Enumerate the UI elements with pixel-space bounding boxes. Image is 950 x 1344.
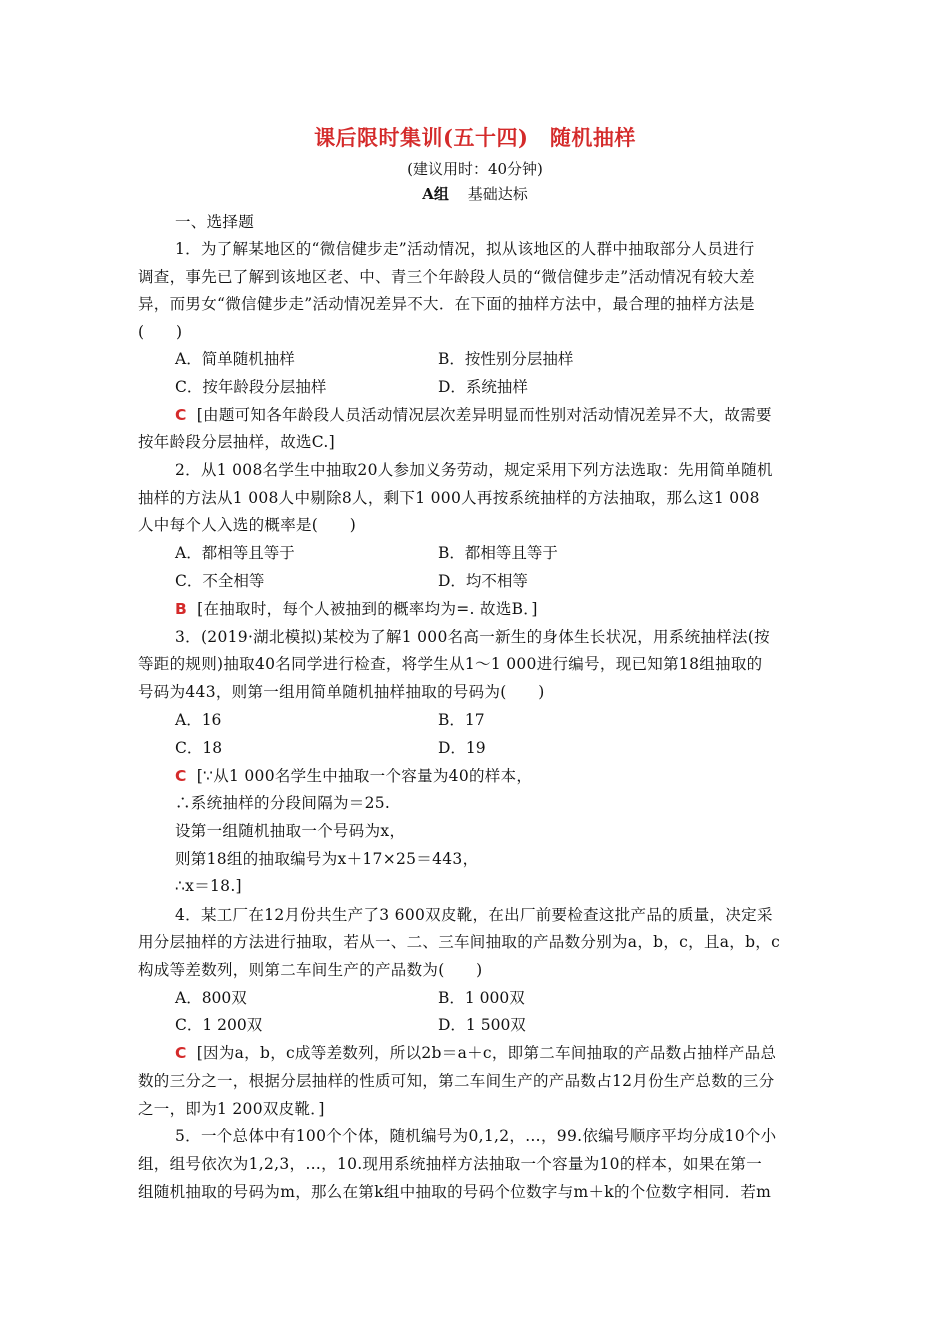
q1-line-3: 异，而男女“微信健步走”活动情况差异不大．在下面的抽样方法中，最合理的抽样方法是	[138, 295, 755, 313]
q1-line-2: 调查，事先已了解到该地区老、中、青三个年龄段人员的“微信健步走”活动情况有较大差	[138, 268, 755, 286]
q1-option-d: D．系统抽样	[438, 378, 528, 396]
q4-line-1: 4．某工厂在12月份共生产了3 600双皮靴，在出厂前要检查这批产品的质量，决定采	[175, 906, 773, 924]
group-level: 基础达标	[467, 185, 528, 203]
q1-solution-text: [由题可知各年龄段人员活动情况层次差异明显而性别对活动情况差异不大，故需要	[196, 406, 772, 424]
q4-solution-line-3: 之一，即为1 200双皮靴．]	[138, 1100, 325, 1118]
q4-option-d: D．1 500双	[438, 1016, 526, 1034]
q4-solution-line-1	[175, 1041, 855, 1063]
q1-answer: C	[175, 406, 187, 424]
q5-line-3: 组随机抽取的号码为m，那么在第k组中抽取的号码个位数字与m＋k的个位数字相同．若m	[138, 1183, 772, 1201]
q1-option-c: C．按年龄段分层抽样	[175, 378, 327, 396]
q3-solution-text: [∵从1 000名学生中抽取一个容量为40的样本，	[196, 767, 533, 785]
q1-solution-line-1	[175, 403, 855, 425]
q3-line-3: 号码为443，则第一组用简单随机抽样抽取的号码为( )	[138, 683, 545, 701]
q3-line-1: 3．(2019·湖北模拟)某校为了解1 000名高一新生的身体生长状况，用系统抽样法(按	[175, 628, 770, 646]
q1-line-1: 1．为了解某地区的“微信健步走”活动情况，拟从该地区的人群中抽取部分人员进行	[175, 240, 755, 258]
q4-line-3: 构成等差数列，则第二车间生产的产品数为( )	[138, 961, 483, 979]
q3-answer: C	[175, 767, 187, 785]
q2-line-2: 抽样的方法从1 008人中剔除8人，剩下1 000人再按系统抽样的方法抽取，那么这1 008	[138, 489, 760, 507]
q4-option-a: A．800双	[175, 989, 247, 1007]
q3-solution-line-4: 则第18组的抽取编号为x＋17×25＝443，	[175, 850, 479, 868]
q3-solution-line-2: ∴系统抽样的分段间隔为＝25.	[175, 794, 391, 812]
q2-option-d: D．均不相等	[438, 572, 528, 590]
q2-solution-text: [在抽取时，每个人被抽到的概率均为=. 故选B．]	[197, 600, 538, 618]
q1-option-b: B．按性别分层抽样	[438, 350, 574, 368]
q3-solution-line-5: ∴x＝18.]	[175, 877, 242, 895]
q3-solution-line-3: 设第一组随机抽取一个号码为x，	[175, 822, 406, 840]
q3-option-b: B．17	[438, 711, 485, 729]
q5-line-1: 5．一个总体中有100个个体，随机编号为0,1,2，…，99.依编号顺序平均分成10个小	[175, 1127, 777, 1145]
q4-solution-line-2: 数的三分之一，根据分层抽样的性质可知，第二车间生产的产品数占12月份生产总数的三分	[138, 1072, 775, 1090]
q2-line-1: 2．从1 008名学生中抽取20人参加义务劳动，规定采用下列方法选取：先用简单随机	[175, 461, 773, 479]
q4-option-b: B．1 000双	[438, 989, 525, 1007]
q1-option-a: A．简单随机抽样	[175, 350, 295, 368]
q4-answer: C	[175, 1044, 187, 1062]
group-heading	[0, 183, 950, 204]
q3-option-a: A．16	[175, 711, 222, 729]
q5-line-2: 组，组号依次为1,2,3，…，10.现用系统抽样方法抽取一个容量为10的样本，如果在第一	[138, 1155, 763, 1173]
q1-solution-line-2: 按年龄段分层抽样，故选C.]	[138, 433, 335, 451]
time-suggestion: (建议用时：40分钟)	[407, 160, 543, 178]
q2-answer: B	[175, 600, 188, 618]
q3-option-c: C．18	[175, 739, 223, 757]
q2-solution-line-1	[175, 597, 855, 619]
q3-option-d: D．19	[438, 739, 486, 757]
q3-line-2: 等距的规则)抽取40名同学进行检查，将学生从1～1 000进行编号，现已知第18组抽取的	[138, 655, 763, 673]
group-label: A组	[422, 185, 449, 203]
q2-line-3: 人中每个人入选的概率是( )	[138, 516, 357, 534]
q4-solution-text: [因为a，b，c成等差数列，所以2b＝a＋c，即第二车间抽取的产品数占抽样产品总	[196, 1044, 777, 1062]
q2-option-b: B．都相等且等于	[438, 544, 558, 562]
q4-option-c: C．1 200双	[175, 1016, 263, 1034]
q3-solution-line-1	[175, 764, 855, 786]
q2-option-c: C．不全相等	[175, 572, 265, 590]
q4-line-2: 用分层抽样的方法进行抽取，若从一、二、三车间抽取的产品数分别为a，b，c，且a，b，c	[138, 933, 781, 951]
page-title: 课后限时集训(五十四) 随机抽样	[314, 125, 636, 150]
q1-line-4: ( )	[138, 323, 183, 341]
q2-option-a: A．都相等且等于	[175, 544, 295, 562]
section-heading: 一、选择题	[175, 213, 255, 231]
